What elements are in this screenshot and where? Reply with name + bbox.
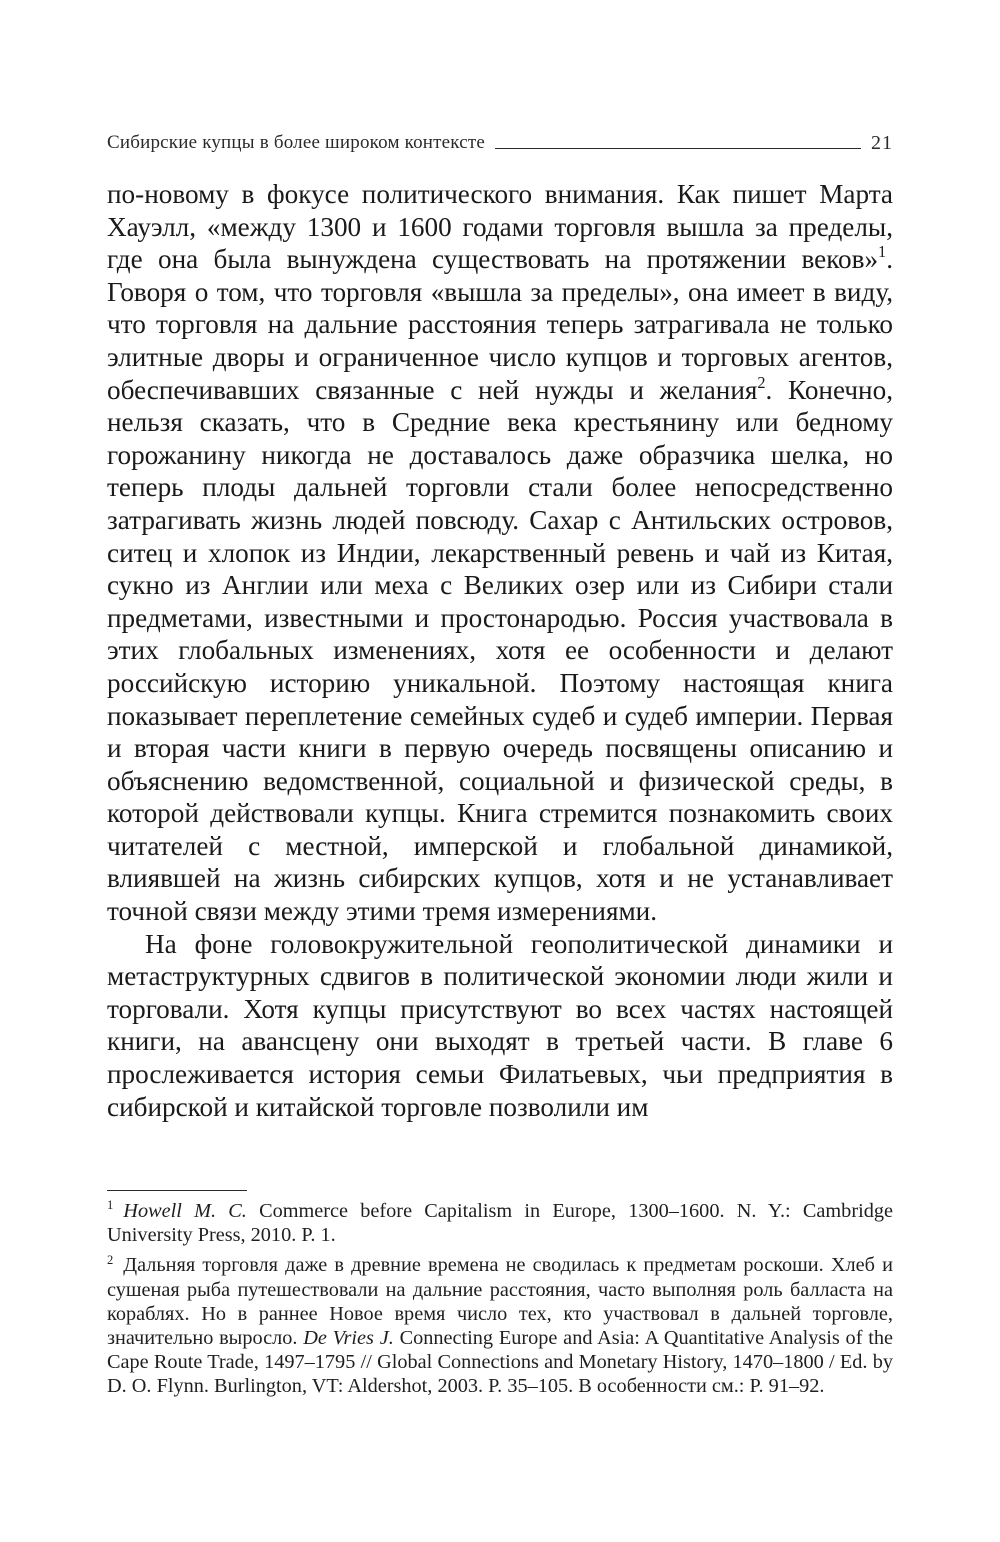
running-head [107,120,893,154]
footnote-separator [107,1190,247,1191]
footnote-1-text: Commerce before Capitalism in Europe, 1300–1600. N. Y.: Cambridge University Press, 2010. P. 1. [107,1200,893,1247]
paragraph-2: На фоне головокружительной геополитической динамики и метаструктурных сдвигов в политической экономии люди жили и торговали. Хотя купцы присутствуют во всех частях настоящей книги, на авансцену они выходят в третьей части. В главе 6 прослеживается история семьи Филатьевых, чьи предприятия в сибирской и китайской торговле позволили им [107,928,893,1122]
footnote-1 [107,1199,893,1247]
footnote-2-number: 2 [107,1252,114,1267]
footnote-ref-2[interactable]: 2 [757,372,766,392]
footnote-ref-1[interactable]: 1 [878,242,887,262]
running-head-rule [495,148,861,149]
paragraph-1-part-c: . Конечно, нельзя сказать, что в Средние века крестьянину или бедному горожанину никогда не доставалось даже образчика шелка, но теперь плоды дальней торговли стали более непосредственно затрагивать жизнь людей повсюду. Сахар с Антильских островов, ситец и хлопок из Индии, лекарственный ревень и чай из Китая, сукно из Англии или меха с Великих озер или из Сибири стали предметами, известными и простонародью. Россия участвовала в этих глобальных изменениях, хотя ее особенности и делают российскую историю уникальной. Поэтому настоящая книга показывает переплетение семейных судеб и судеб империи. Первая и вторая части книги в первую очередь посвящены описанию и объяснению ведомственной, социальной и физической среды, в которой действовали купцы. Книга стремится познакомить своих читателей с местной, имперской и глобальной динамикой, влиявшей на жизнь сибирских купцов, хотя и не устанавливает точной связи между этими тремя измерениями. [107,374,893,927]
running-head-title: Сибирские купцы в более широком контексте [107,132,486,153]
footnote-2-author: De Vries J. [303,1327,394,1350]
footnote-2-text-a: Дальняя торговля даже в древние времена не сводилась к предметам роскоши. Хлеб и сушеная рыба путешествовали на дальние расстояния, часто выполняя роль балласта на кораблях. Но в раннее Новое время число тех, кто участвовал в дальней торговле, значительно выросло. [107,1254,893,1350]
footnotes [107,1199,893,1405]
paragraph-1-part-a: по-новому в фокусе политического внимания. Как пишет Марта Хауэлл, «между 1300 и 1600 годами торговля вышла за пределы, где она была вынуждена существовать на протяжении веков» [107,179,893,275]
footnote-2-text-b: Connecting Europe and Asia: A Quantitative Analysis of the Cape Route Trade, 1497–1795 // Global Connections and Monetary History, 1470–1800 / Ed. by D. O. Flynn. Burlington, VT: Aldershot, 2003. P. 35–105. В особенности см.: P. 91–92. [107,1327,893,1398]
book-page [107,0,893,1542]
paragraph-1-part-b: . Говоря о том, что торговля «вышла за пределы», она имеет в виду, что торговля на дальние расстояния теперь затрагивала не только элитные дворы и ограниченное число купцов и торговых агентов, обеспечивавших связанные с ней нужды и желания [107,244,893,405]
main-text [107,178,893,1123]
footnote-2 [107,1253,893,1398]
paragraph-1 [107,178,893,928]
page-number: 21 [871,132,893,154]
footnote-1-number: 1 [107,1198,114,1213]
footnote-1-author: Howell M. C. [123,1200,247,1222]
